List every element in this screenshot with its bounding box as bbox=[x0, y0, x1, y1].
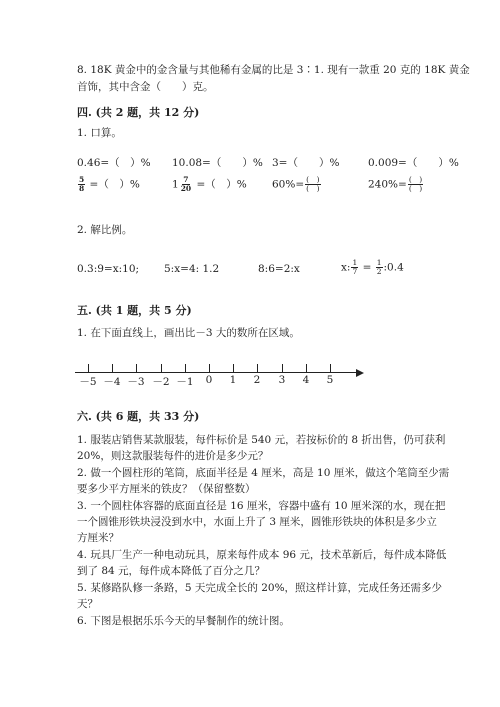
arrow-right-icon bbox=[356, 369, 364, 377]
number-line-label: －5 bbox=[79, 376, 97, 388]
mental-math-item: 3=（ ）% bbox=[272, 157, 340, 169]
mental-math-item: 1 $\frac{7}{20}$ =（ ）% bbox=[172, 175, 247, 193]
fraction: $\frac{1}{7}$ bbox=[352, 258, 358, 276]
q8-line-2: 首饰，其中含金（ ）克。 bbox=[77, 81, 214, 93]
number-line-tick bbox=[209, 364, 210, 372]
section-5-q1: 1. 在下面直线上，画出比－3 大的数所在区域。 bbox=[77, 327, 300, 339]
proportion-item: 0.3:9=x:10; bbox=[77, 263, 140, 275]
section-6-title: 六. (共 6 题，共 33 分) bbox=[77, 410, 200, 423]
number-line-label: 5 bbox=[326, 374, 334, 386]
section-6-question-line: 6. 下图是根据乐乐今天的早餐制作的统计图。 bbox=[77, 615, 290, 627]
number-line-label: －3 bbox=[127, 376, 145, 388]
number-line-tick bbox=[112, 364, 113, 372]
section-6-question-line: 一个圆锥形铁块浸没到水中，水面上升了 3 厘米，圆锥形铁块的体积是多少立 bbox=[77, 516, 437, 528]
proportion-item: 8:6=2:x bbox=[258, 263, 300, 275]
section-6-question-line: 到了 84 元，每件成本降低了百分之几？ bbox=[77, 565, 266, 577]
section-6-question-line: 方厘米？ bbox=[77, 532, 119, 544]
number-line-label: －2 bbox=[152, 376, 170, 388]
section-6-question-line: 1. 服装店销售某款服装，每件标价是 540 元，若按标价的 8 折出售，仍可获利 bbox=[77, 434, 446, 446]
mental-math-item: 0.46=（ ）% bbox=[77, 157, 151, 169]
number-line-tick bbox=[257, 364, 258, 372]
number-line-tick bbox=[306, 364, 307, 372]
section-6-question-line: 20%，则这款服装每件的进价是多少元？ bbox=[77, 450, 269, 462]
q8-line-1: 8. 18K 黄金中的金含量与其他稀有金属的比是 3∶1. 现有一款重 20 克的 18K 黄金 bbox=[77, 64, 470, 76]
mental-math-item: 0.009=（ ）% bbox=[368, 157, 459, 169]
mental-math-item: 10.08=（ ）% bbox=[172, 157, 263, 169]
fraction: $\frac{( )}{( )}$ bbox=[306, 175, 320, 193]
fraction: $\frac{5}{8}$ bbox=[79, 175, 85, 193]
number-line-label: －1 bbox=[176, 376, 194, 388]
number-line-tick bbox=[136, 364, 137, 372]
section-4-title: 四. (共 2 题，共 12 分) bbox=[77, 106, 200, 119]
number-line-tick bbox=[185, 364, 186, 372]
number-line-label: 0 bbox=[205, 374, 213, 386]
number-line-label: 2 bbox=[253, 374, 261, 386]
section-4-q1-label: 1. 口算。 bbox=[77, 127, 122, 139]
mental-math-item: 240%= $\frac{( )}{( )}$ bbox=[368, 175, 423, 193]
number-line-label: －4 bbox=[103, 376, 121, 388]
number-line-label: 4 bbox=[302, 374, 310, 386]
section-6-question-line: 要多少平方厘米的铁皮？（保留整数） bbox=[77, 483, 256, 495]
section-6-question-line: 2. 做一个圆柱形的笔筒，底面半径是 4 厘米，高是 10 厘米，做这个笔筒至少需 bbox=[77, 467, 450, 479]
number-line-tick bbox=[330, 364, 331, 372]
number-line-tick bbox=[233, 364, 234, 372]
section-4-q2-label: 2. 解比例。 bbox=[77, 224, 133, 236]
mental-math-item: 60%= $\frac{( )}{( )}$ bbox=[272, 175, 320, 193]
fraction: $\frac{( )}{( )}$ bbox=[408, 175, 423, 193]
section-6-question-line: 天？ bbox=[77, 598, 98, 610]
number-line-tick bbox=[88, 364, 89, 372]
section-5-title: 五. (共 1 题，共 5 分) bbox=[77, 304, 192, 317]
number-line-tick bbox=[161, 364, 162, 372]
fraction: $\frac{1}{2}$ bbox=[376, 258, 382, 276]
mental-math-item: $\frac{5}{8}$ =（ ）% bbox=[79, 175, 140, 193]
proportion-item: x: $\frac{1}{7}$ = $\frac{1}{2}$ :0.4 bbox=[341, 258, 404, 276]
section-6-question-line: 3. 一个圆柱体容器的底面直径是 16 厘米，容器中盛有 10 厘米深的水，现在把 bbox=[77, 500, 446, 512]
number-line-tick bbox=[282, 364, 283, 372]
fraction: $\frac{7}{20}$ bbox=[180, 175, 192, 193]
section-6-question-line: 4. 玩具厂生产一种电动玩具，原来每件成本 96 元，技术革新后，每件成本降低 bbox=[77, 549, 447, 561]
section-6-question-line: 5. 某修路队修一条路，5 天完成全长的 20%，照这样计算，完成任务还需多少 bbox=[77, 582, 443, 594]
number-line-label: 3 bbox=[278, 374, 286, 386]
number-line-label: 1 bbox=[229, 374, 237, 386]
proportion-item: 5:x=4: 1.2 bbox=[164, 263, 220, 275]
